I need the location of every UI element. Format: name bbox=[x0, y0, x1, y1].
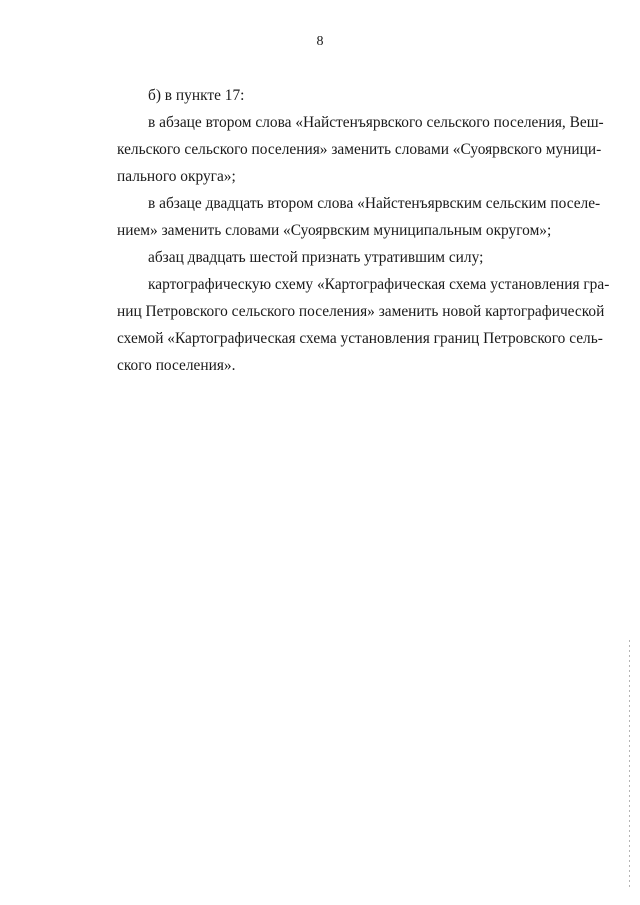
text-line: ниц Петровского сельского поселения» заменить новой картографической bbox=[117, 303, 605, 320]
text-line: пального округа»; bbox=[117, 168, 236, 185]
scan-margin-strip bbox=[629, 640, 630, 888]
text-line: в абзаце двадцать втором слова «Найстенъярвским сельским поселе- bbox=[148, 195, 601, 212]
document-body bbox=[117, 82, 610, 379]
page-number: 8 bbox=[316, 34, 324, 49]
text-line: ского поселения». bbox=[117, 357, 236, 374]
text-line: нием» заменить словами «Суоярвским муниципальным округом»; bbox=[117, 222, 552, 239]
text-line: в абзаце втором слова «Найстенъярвского сельского поселения, Веш- bbox=[148, 114, 604, 131]
text-line: картографическую схему «Картографическая схема установления гра- bbox=[148, 276, 610, 293]
text-line: кельского сельского поселения» заменить словами «Суоярвского муници- bbox=[117, 141, 602, 158]
text-line: б) в пункте 17: bbox=[148, 87, 245, 104]
text-line: схемой «Картографическая схема установления границ Петровского сель- bbox=[117, 330, 603, 347]
text-line: абзац двадцать шестой признать утратившим силу; bbox=[148, 249, 484, 266]
